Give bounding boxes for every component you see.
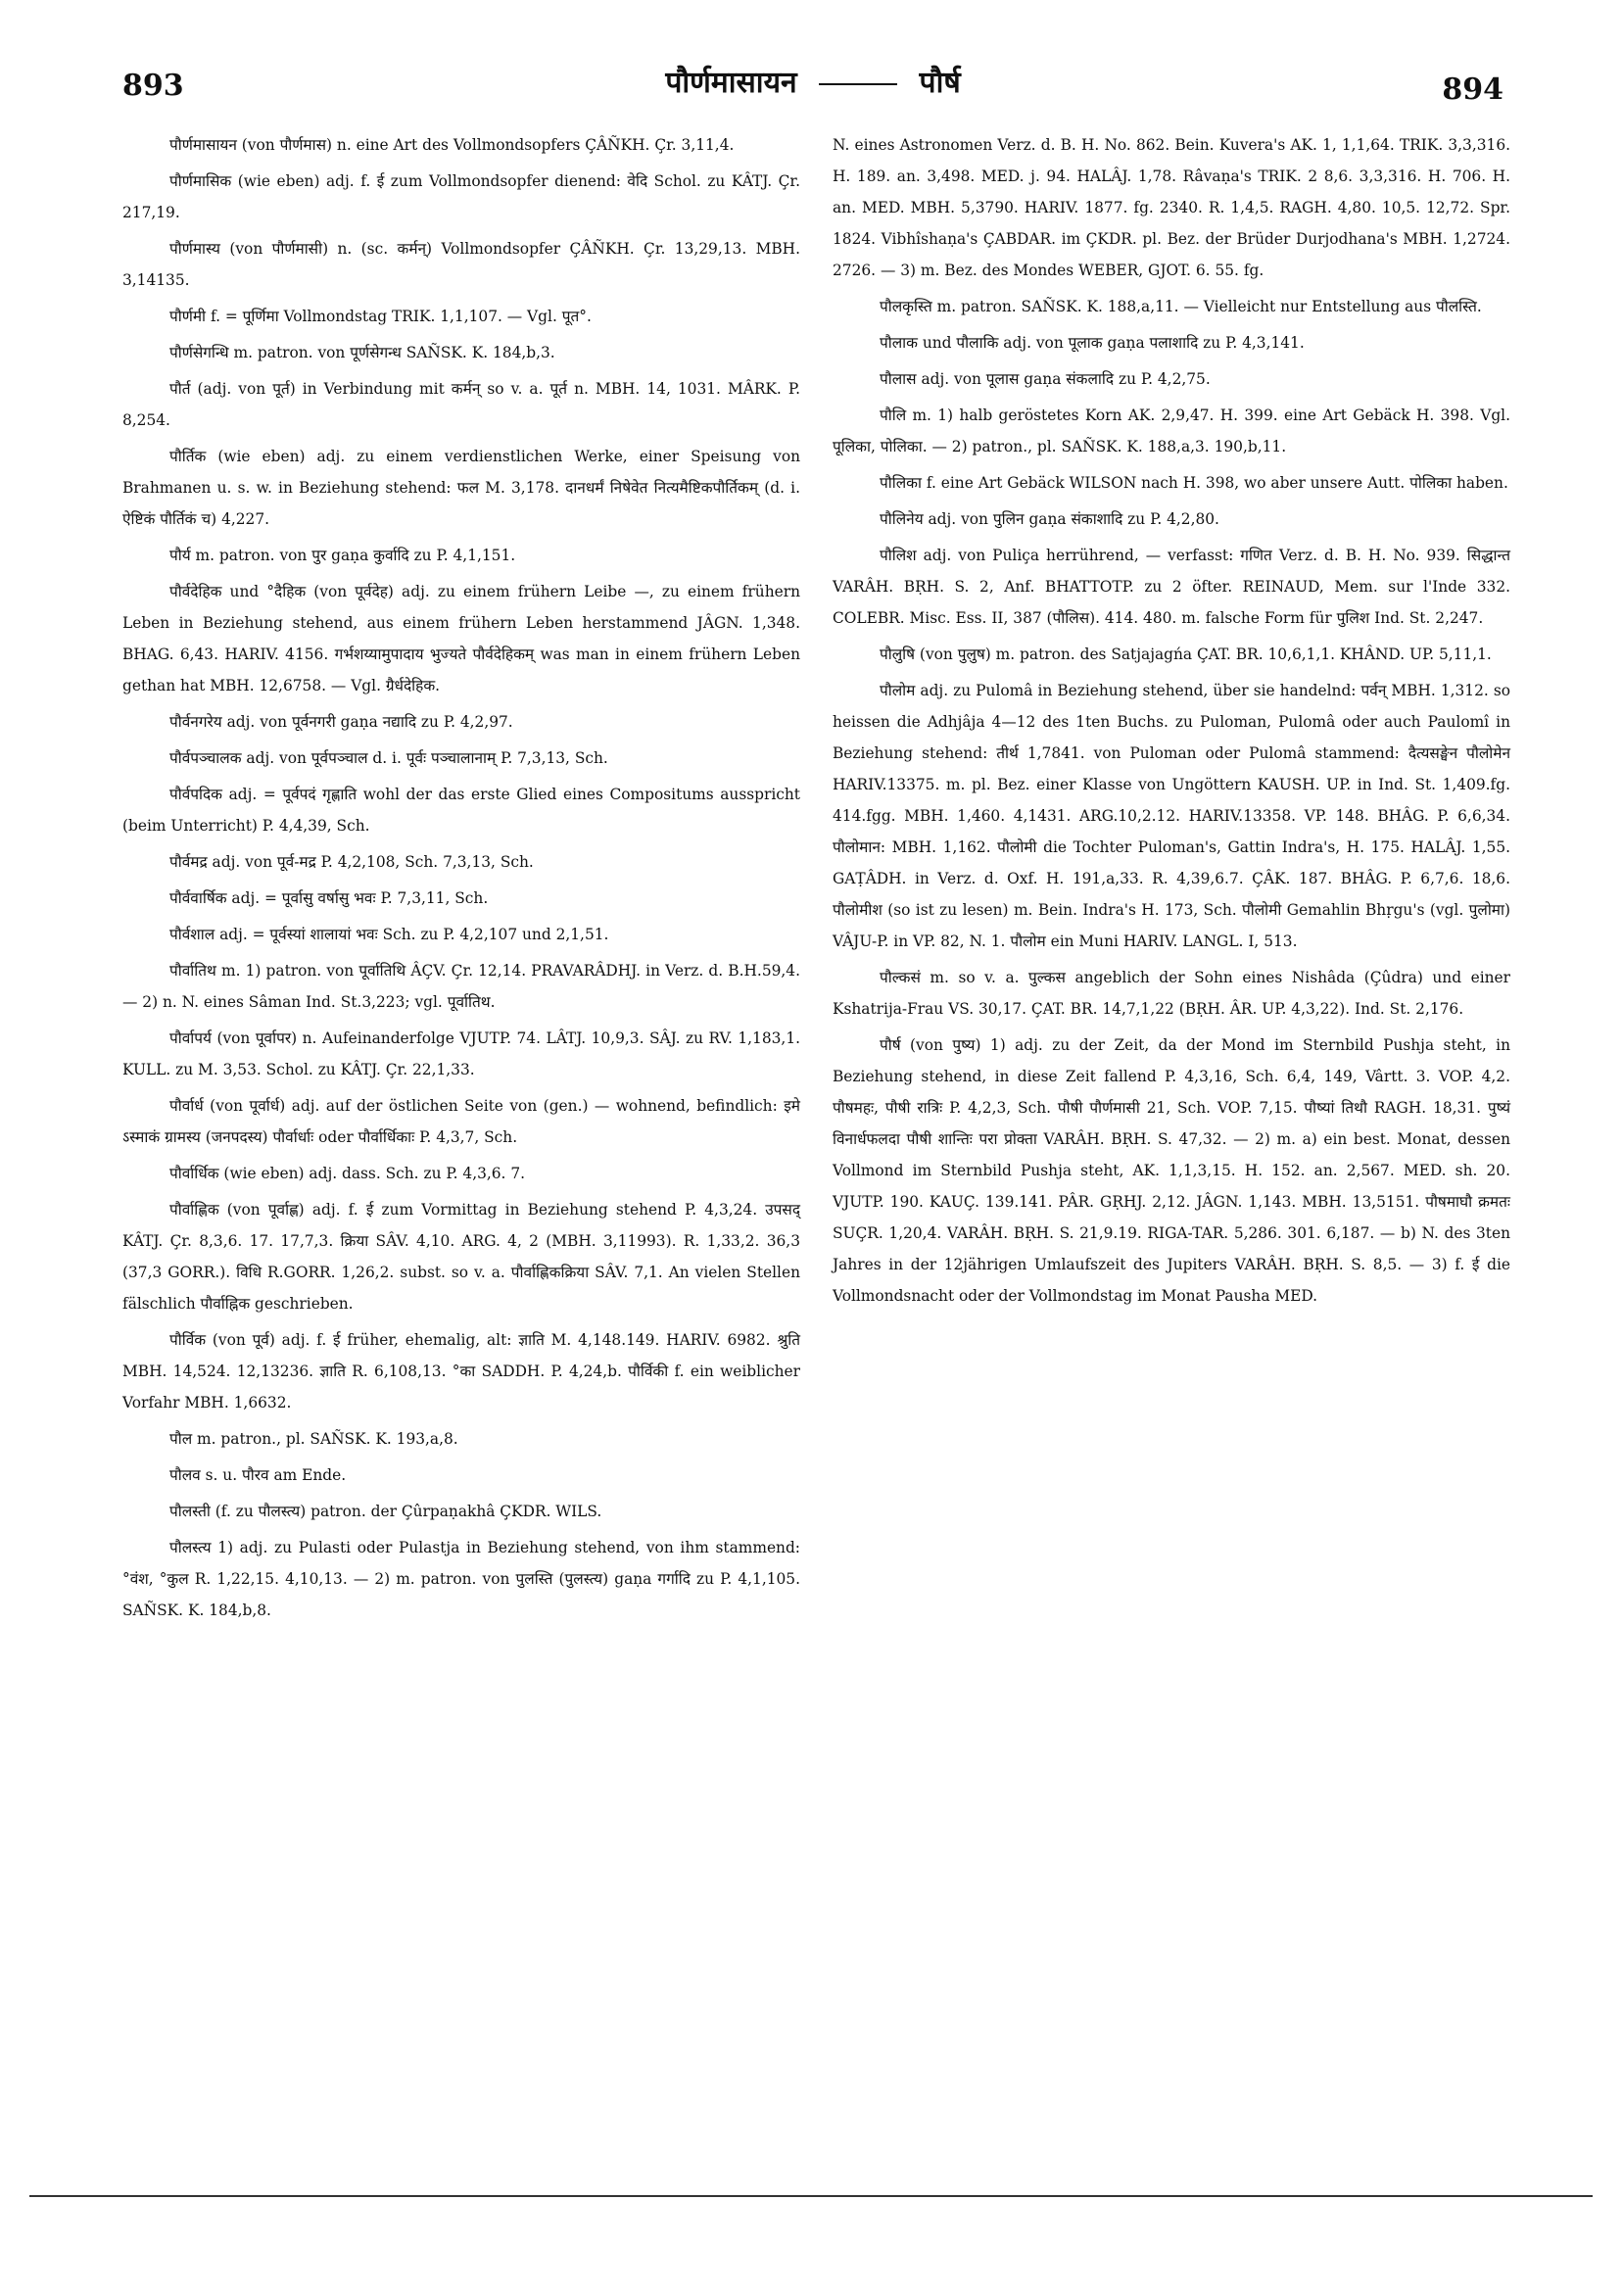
- dictionary-entry: पौर्तिक (wie eben) adj. zu einem verdienstlichen Werke, einer Speisung von Brahmanen u. s. w. in Beziehung stehend: फल M. 3,178. दानधर्मं निषेवेत नित्यमैष्टिकपौर्तिकम् (d. i. ऐष्टिकं पौर्तिकं च) 4,227.: [122, 448, 800, 528]
- dictionary-entry: पौर्णसेगन्धि m. patron. von पूर्णसेगन्ध SAÑSK. K. 184,b,3.: [169, 344, 555, 361]
- dictionary-entry: पौर्वार्धिक (wie eben) adj. dass. Sch. zu P. 4,3,6. 7.: [169, 1165, 526, 1182]
- running-head: [122, 61, 1503, 101]
- dictionary-entry: पौर्वातिथ m. 1) patron. von पूर्वातिथि ÂÇV. Çr. 12,14. PRAVARÂDHJ. in Verz. d. B.H.59,4. — 2) n. N. eines Sâman Ind. St.3,223; vgl. पूर्वातिथ.: [122, 962, 800, 1011]
- dictionary-entry: पौर्वपञ्चालक adj. von पूर्वपञ्चाल d. i. पूर्वः पञ्चालानाम् P. 7,3,13, Sch.: [169, 749, 608, 767]
- dictionary-entry: पौर्य m. patron. von पुर gaṇa कुर्वादि zu P. 4,1,151.: [169, 547, 516, 564]
- dictionary-entry: पौर्वनगरेय adj. von पूर्वनगरी gaṇa नद्यादि zu P. 4,2,97.: [169, 713, 513, 731]
- dictionary-entry: पौलस्त्य 1) adj. zu Pulasti oder Pulastja in Beziehung stehend, von ihm stammend: °वंश, °कुल R. 1,22,15. 4,10,13. — 2) m. patron. von पुलस्ति (पुलस्त्य) gaṇa गर्गादि zu P. 4,1,105. SAÑSK. K. 184,b,8.: [122, 1539, 800, 1619]
- running-head-first: पौर्णमासायन: [665, 66, 797, 100]
- dictionary-entry: पौल्कसं m. so v. a. पुल्कस angeblich der Sohn eines Nishâda (Çûdra) und einer Kshatrija-Frau VS. 30,17. ÇAT. BR. 14,7,1,22 (BṚH. ÂR. UP. 4,3,22). Ind. St. 2,176.: [833, 969, 1510, 1018]
- dictionary-entry: पौलकृस्ति m. patron. SAÑSK. K. 188,a,11. — Vielleicht nur Entstellung aus पौलस्ति.: [880, 298, 1482, 315]
- dictionary-entry: पौलुषि (von पुलुष) m. patron. des Satjajagńa ÇAT. BR. 10,6,1,1. KHÂND. UP. 5,11,1.: [880, 646, 1492, 663]
- page-header: [122, 61, 1503, 106]
- dictionary-entry: पौल m. patron., pl. SAÑSK. K. 193,a,8.: [169, 1430, 458, 1448]
- dictionary-entry: पौलिका f. eine Art Gebäck WILSON nach H. 398, wo aber unsere Autt. पोलिका haben.: [880, 474, 1508, 492]
- dictionary-entry: पौर्विक (von पूर्व) adj. f. ई früher, ehemalig, alt: ज्ञाति M. 4,148.149. HARIV. 6982. श्रुति MBH. 14,524. 12,13236. ज्ञाति R. 6,108,13. °का SADDH. P. 4,24,b. पौर्विकी f. ein weiblicher Vorfahr MBH. 1,6632.: [122, 1331, 800, 1411]
- dictionary-entry: पौर्ष (von पुष्य) 1) adj. zu der Zeit, da der Mond im Sternbild Pushja steht, in Beziehung stehend, in diese Zeit fallend P. 4,3,16, Sch. 6,4, 149, Vârtt. 3. VOP. 4,2. पौषमहः, पौषी रात्रिः P. 4,2,3, Sch. पौषी पौर्णमासी 21, Sch. VOP. 7,15. पौष्यां तिथौ RAGH. 18,31. पुष्यं विनार्धफलदा पौषी शान्तिः परा प्रोक्ता VARÂH. BṚH. S. 47,32. — 2) m. a) ein best. Monat, dessen Vollmond im Sternbild Pushja steht, AK. 1,1,3,15. H. 152. an. 2,567. MED. sh. 20. VJUTP. 190. KAUÇ. 139.141. PÂR. GṚHJ. 2,12. JÂGN. 1,143. MBH. 13,5151. पौषमाघौ क्रमतः SUÇR. 1,20,4. VARÂH. BṚH. S. 21,9.19. RIGA-TAR. 5,286. 301. 6,187. — b) N. des 3ten Jahres in der 12jährigen Umlaufszeit des Jupiters VARÂH. BṚH. S. 8,5. — 3) f. ई die Vollmondsnacht oder der Vollmondstag im Monat Pausha MED.: [833, 1036, 1510, 1305]
- dictionary-entry: पौलिनेय adj. von पुलिन gaṇa संकाशादि zu P. 4,2,80.: [880, 510, 1219, 528]
- dictionary-entry: पौर्त (adj. von पूर्त) in Verbindung mit कर्मन् so v. a. पूर्त n. MBH. 14, 1031. MÂRK. P. 8,254.: [122, 380, 800, 429]
- dictionary-entry: पौलिश adj. von Puliça herrührend, — verfasst: गणित Verz. d. B. H. No. 939. सिद्धान्त VARÂH. BṚH. S. 2, Anf. BHATTOTP. zu 2 öfter. REINAUD, Mem. sur l'Inde 332. COLEBR. Misc. Ess. II, 387 (पौलिस). 414. 480. m. falsche Form für पुलिश Ind. St. 2,247.: [833, 547, 1510, 627]
- page-number-left: 893: [122, 69, 184, 103]
- dictionary-entry: पौलव s. u. पौरव am Ende.: [169, 1466, 347, 1484]
- dictionary-entry: पौर्वाह्णिक (von पूर्वाह्ण) adj. f. ई zum Vormittag in Beziehung stehend P. 4,3,24. उपसद् KÂTJ. Çr. 8,3,6. 17. 17,7,3. क्रिया SÂV. 4,10. ARG. 4, 2 (MBH. 3,11993). R. 1,33,2. 36,3 (37,3 GORR.). विधि R.GORR. 1,26,2. subst. so v. a. पौर्वाह्णिकक्रिया SÂV. 7,1. An vielen Stellen fälschlich पौर्वाह्निक geschrieben.: [122, 1201, 800, 1313]
- dictionary-entry: पौर्वदेहिक und °दैहिक (von पूर्वदेह) adj. zu einem frühern Leibe —, zu einem frühern Leben in Beziehung stehend, aus einem frühern Leben herstammend JÂGN. 1,348. BHAG. 6,43. HARIV. 4156. गर्भशय्यामुपादाय भुज्यते पौर्वदेहिकम् was man in einem frühern Leben gethan hat MBH. 12,6758. — Vgl. ग्रैर्धदेहिक.: [122, 583, 800, 694]
- right-column: [833, 129, 1510, 1316]
- dictionary-entry: पौर्णमी f. = पूर्णिमा Vollmondstag TRIK. 1,1,107. — Vgl. पूत°.: [169, 308, 592, 325]
- dictionary-entry: पौर्वमद्र adj. von पूर्व-मद्र P. 4,2,108, Sch. 7,3,13, Sch.: [169, 853, 534, 871]
- dictionary-entry: पौर्णमास्य (von पौर्णमासी) n. (sc. कर्मन्) Vollmondsopfer ÇÂÑKH. Çr. 13,29,13. MBH. 3,14135.: [122, 240, 800, 289]
- dictionary-entry: पौलास adj. von पूलास gaṇa संकलादि zu P. 4,2,75.: [880, 370, 1211, 388]
- left-column: [122, 129, 800, 1631]
- dictionary-entry: पौलाक und पौलाकि adj. von पूलाक gaṇa पलाशादि zu P. 4,3,141.: [880, 334, 1305, 352]
- dictionary-entry: पौर्वशाल adj. = पूर्वस्यां शालायां भवः Sch. zu P. 4,2,107 und 2,1,51.: [169, 926, 609, 943]
- dictionary-entry: पौर्णमासायन (von पौर्णमास) n. eine Art des Vollmondsopfers ÇÂÑKH. Çr. 3,11,4.: [169, 136, 735, 154]
- dictionary-entry: पौर्वपदिक adj. = पूर्वपदं गृह्णाति wohl der das erste Glied eines Compositums ausspricht (beim Unterricht) P. 4,4,39, Sch.: [122, 786, 800, 835]
- bottom-rule: [29, 2195, 1593, 2197]
- dictionary-entry: पौर्वापर्य (von पूर्वापर) n. Aufeinanderfolge VJUTP. 74. LÂTJ. 10,9,3. SÂJ. zu RV. 1,183,1. KULL. zu M. 3,53. Schol. zu KÂTJ. Çr. 22,1,33.: [122, 1029, 800, 1078]
- dictionary-entry: पौलोम adj. zu Pulomâ in Beziehung stehend, über sie handelnd: पर्वन् MBH. 1,312. so heissen die Adhjâja 4—12 des 1ten Buchs. zu Puloman, Pulomâ oder auch Paulomî in Beziehung stehend: तीर्थ 1,7841. von Puloman oder Pulomâ stammend: दैत्यसङ्घेन पौलोमेन HARIV.13375. m. pl. Bez. einer Klasse von Ungöttern KAUSH. UP. in Ind. St. 1,409.fg. 414.fgg. MBH. 1,460. 4,1431. ARG.10,2.12. HARIV.13358. VP. 148. BHÂG. P. 6,6,34. पौलोमान: MBH. 1,162. पौलोमी die Tochter Puloman's, Gattin Indra's, H. 175. HALÂJ. 1,55. GAṬÂDH. in Verz. d. Oxf. H. 191,a,33. R. 4,39,6.7. ÇÂK. 187. BHÂG. P. 6,7,6. 18,6. पौलोमीश (so ist zu lesen) m. Bein. Indra's H. 173, Sch. पौलोमी Gemahlin Bhṛgu's (vgl. पुलोमा) VÂJU-P. in VP. 82, N. 1. पौलोम ein Muni HARIV. LANGL. I, 513.: [833, 682, 1510, 950]
- dictionary-entry: पौलि m. 1) halb geröstetes Korn AK. 2,9,47. H. 399. eine Art Gebäck H. 398. Vgl. पूलिका, पोलिका. — 2) patron., pl. SAÑSK. K. 188,a,3. 190,b,11.: [833, 407, 1510, 455]
- dictionary-entry: पौर्णमासिक (wie eben) adj. f. ई zum Vollmondsopfer dienend: वेदि Schol. zu KÂTJ. Çr. 217,19.: [122, 172, 800, 221]
- dictionary-entry: पौलस्ती (f. zu पौलस्त्य) patron. der Çûrpaṇakhâ ÇKDR. WILS.: [169, 1503, 602, 1520]
- running-head-dash: [819, 83, 897, 85]
- dictionary-entry: पौर्ववार्षिक adj. = पूर्वासु वर्षासु भवः P. 7,3,11, Sch.: [169, 889, 489, 907]
- dictionary-entry-continued: N. eines Astronomen Verz. d. B. H. No. 862. Bein. Kuvera's AK. 1, 1,1,64. TRIK. 3,3,316. H. 189. an. 3,498. MED. j. 94. HALÂJ. 1,78. Râvaṇa's TRIK. 2 8,6. 3,3,316. H. 706. H. an. MED. MBH. 5,3790. HARIV. 1877. fg. 2340. R. 1,4,5. RAGH. 4,80. 10,5. 12,72. Spr. 1824. Vibhîshaṇa's ÇABDAR. im ÇKDR. pl. Bez. der Brüder Durjodhana's MBH. 1,2724. 2726. — 3) m. Bez. des Mondes WEBER, GJOT. 6. 55. fg.: [833, 136, 1510, 279]
- running-head-last: पौर्ष: [919, 66, 961, 100]
- page-number-right: 894: [1442, 72, 1503, 107]
- dictionary-entry: पौर्वार्ध (von पूर्वार्ध) adj. auf der östlichen Seite von (gen.) — wohnend, befindlich: इमे ऽस्माकं ग्रामस्य (जनपदस्य) पौर्वार्धाः oder पौर्वार्धिकाः P. 4,3,7, Sch.: [122, 1097, 800, 1146]
